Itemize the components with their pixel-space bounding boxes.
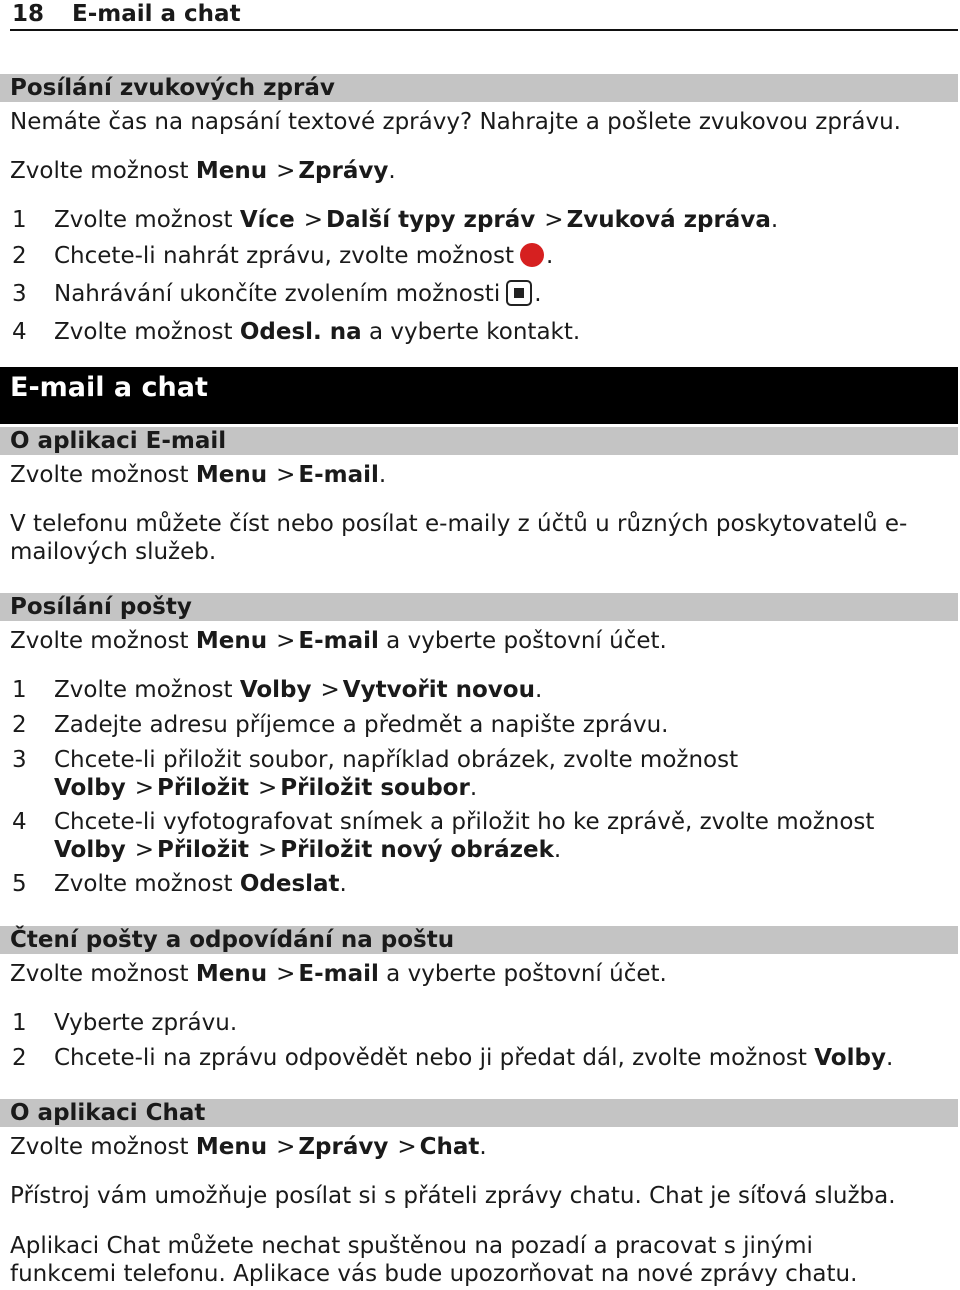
step-prefix: Zvolte možnost xyxy=(54,207,240,233)
step-end: . xyxy=(339,871,347,897)
path-prefix: Zvolte možnost xyxy=(10,462,196,488)
step-prefix: Chcete-li přiložit soubor, například obrázek, zvolte možnost xyxy=(54,747,739,773)
path-separator: > xyxy=(276,961,296,987)
path-prefix: Zvolte možnost xyxy=(10,158,196,184)
menu-path xyxy=(10,960,940,988)
menu-path xyxy=(10,1133,940,1161)
step-number: 1 xyxy=(12,1010,27,1036)
option-audio-message: Zvuková zpráva xyxy=(566,207,771,233)
path-menu: Menu xyxy=(195,158,268,184)
step-body: Chcete-li nahrát zprávu, zvolte možnost xyxy=(54,243,514,269)
path-end: . xyxy=(388,158,396,184)
path-separator: > xyxy=(276,1134,296,1160)
step-prefix: Zvolte možnost xyxy=(54,871,240,897)
section-heading-text: O aplikaci E-mail xyxy=(10,428,227,454)
path-separator: > xyxy=(276,158,296,184)
path-separator: > xyxy=(258,837,278,863)
section-heading-text: Čtení pošty a odpovídání na poštu xyxy=(10,927,455,953)
step-prefix: Chcete-li na zprávu odpovědět nebo ji předat dál, zvolte možnost xyxy=(54,1045,815,1071)
page-number: 18 xyxy=(12,1,45,27)
step-text xyxy=(54,242,950,270)
section-heading-sending-mail xyxy=(0,593,958,621)
option-attach-new-image: Přiložit nový obrázek xyxy=(280,837,554,863)
path-item: E-mail xyxy=(298,628,379,654)
stop-icon xyxy=(506,280,532,306)
path-separator: > xyxy=(303,207,324,233)
path-separator: > xyxy=(258,775,278,801)
step-number: 5 xyxy=(12,871,27,897)
step-prefix: Chcete-li vyfotografovat snímek a přiložit ho ke zprávě, zvolte možnost xyxy=(54,809,875,835)
chapter-title: E-mail a chat xyxy=(10,372,208,403)
path-item: Chat xyxy=(419,1134,480,1160)
section-heading-text: Posílání zvukových zpráv xyxy=(10,75,335,101)
step-number: 2 xyxy=(12,243,27,269)
step-end: . xyxy=(534,677,543,703)
step-text: Vyberte zprávu. xyxy=(54,1010,238,1036)
menu-path xyxy=(10,157,940,185)
step-end: . xyxy=(553,837,562,863)
path-end: . xyxy=(378,462,387,488)
paragraph: Aplikaci Chat můžete nechat spuštěnou na pozadí a pracovat s jinými funkcemi telefonu. Aplikace vás bude upozorňovat na nové zprávy chatu. xyxy=(10,1233,858,1287)
step-text xyxy=(54,746,950,802)
option-options: Volby xyxy=(54,775,126,801)
path-separator: > xyxy=(134,775,154,801)
step-number: 2 xyxy=(12,1045,27,1071)
path-suffix: a vyberte poštovní účet. xyxy=(378,628,667,654)
path-separator: > xyxy=(276,628,296,654)
section-heading-about-email xyxy=(0,427,958,455)
step-end: . xyxy=(469,775,478,801)
section-heading-voice-messages xyxy=(0,74,958,102)
path-separator: > xyxy=(544,207,564,233)
step-text xyxy=(54,808,950,864)
option-create-new: Vytvořit novou xyxy=(342,677,535,703)
section-heading-reading-mail xyxy=(0,926,958,954)
option-options: Volby xyxy=(54,837,126,863)
option-options: Volby xyxy=(239,677,312,703)
step-number: 4 xyxy=(12,319,27,345)
path-menu: Menu xyxy=(195,1134,268,1160)
option-send-to: Odesl. na xyxy=(239,319,362,345)
page-header xyxy=(10,0,958,31)
path-separator: > xyxy=(276,462,296,488)
step-number: 2 xyxy=(12,712,27,738)
step-number: 1 xyxy=(12,677,27,703)
path-suffix: a vyberte poštovní účet. xyxy=(378,961,667,987)
section-heading-text: O aplikaci Chat xyxy=(10,1100,206,1126)
section-heading-about-chat xyxy=(0,1099,958,1127)
record-icon xyxy=(520,243,544,267)
option-attach: Přiložit xyxy=(156,837,250,863)
step-prefix: Zvolte možnost xyxy=(54,319,240,345)
paragraph: Přístroj vám umožňuje posílat si s přáteli zprávy chatu. Chat je síťová služba. xyxy=(10,1183,896,1209)
step-text xyxy=(54,870,950,898)
path-separator: > xyxy=(397,1134,417,1160)
section-heading-text: Posílání pošty xyxy=(10,594,192,620)
chapter-heading xyxy=(0,367,958,424)
path-item: E-mail xyxy=(298,462,379,488)
step-suffix: a vyberte kontakt. xyxy=(361,319,581,345)
step-end: . xyxy=(534,281,542,307)
step-number: 3 xyxy=(12,747,27,773)
menu-path xyxy=(10,627,940,655)
step-text xyxy=(54,206,950,234)
option-attach: Přiložit xyxy=(156,775,250,801)
path-prefix: Zvolte možnost xyxy=(10,628,196,654)
menu-path xyxy=(10,461,940,489)
option-attach-file: Přiložit soubor xyxy=(280,775,470,801)
step-prefix: Zvolte možnost xyxy=(54,677,240,703)
option-options: Volby xyxy=(814,1045,886,1071)
path-prefix: Zvolte možnost xyxy=(10,961,196,987)
paragraph: Nemáte čas na napsání textové zprávy? Nahrajte a pošlete zvukovou zprávu. xyxy=(10,109,901,135)
running-title: E-mail a chat xyxy=(72,1,241,27)
option-more: Více xyxy=(239,207,295,233)
step-end: . xyxy=(545,243,554,269)
step-number: 1 xyxy=(12,207,27,233)
step-text xyxy=(54,318,950,346)
path-item: Zprávy xyxy=(298,1134,389,1160)
path-separator: > xyxy=(134,837,154,863)
step-end: . xyxy=(885,1045,894,1071)
step-number: 3 xyxy=(12,281,27,307)
step-end: . xyxy=(770,207,779,233)
step-text xyxy=(54,676,950,704)
path-prefix: Zvolte možnost xyxy=(10,1134,196,1160)
path-menu: Menu xyxy=(195,628,268,654)
step-text xyxy=(54,280,950,308)
step-number: 4 xyxy=(12,809,27,835)
path-item: E-mail xyxy=(298,961,379,987)
option-send: Odeslat xyxy=(239,871,340,897)
step-text: Zadejte adresu příjemce a předmět a napište zprávu. xyxy=(54,712,669,738)
paragraph: V telefonu můžete číst nebo posílat e-maily z účtů u různých poskytovatelů e-mailových služeb. xyxy=(10,511,908,565)
path-item: Zprávy xyxy=(298,158,389,184)
option-other-types: Další typy zpráv xyxy=(326,207,536,233)
path-menu: Menu xyxy=(195,462,268,488)
step-body: Nahrávání ukončíte zvolením možnosti xyxy=(54,281,501,307)
path-menu: Menu xyxy=(195,961,268,987)
step-text xyxy=(54,1044,950,1072)
path-end: . xyxy=(479,1134,487,1160)
path-separator: > xyxy=(320,677,340,703)
